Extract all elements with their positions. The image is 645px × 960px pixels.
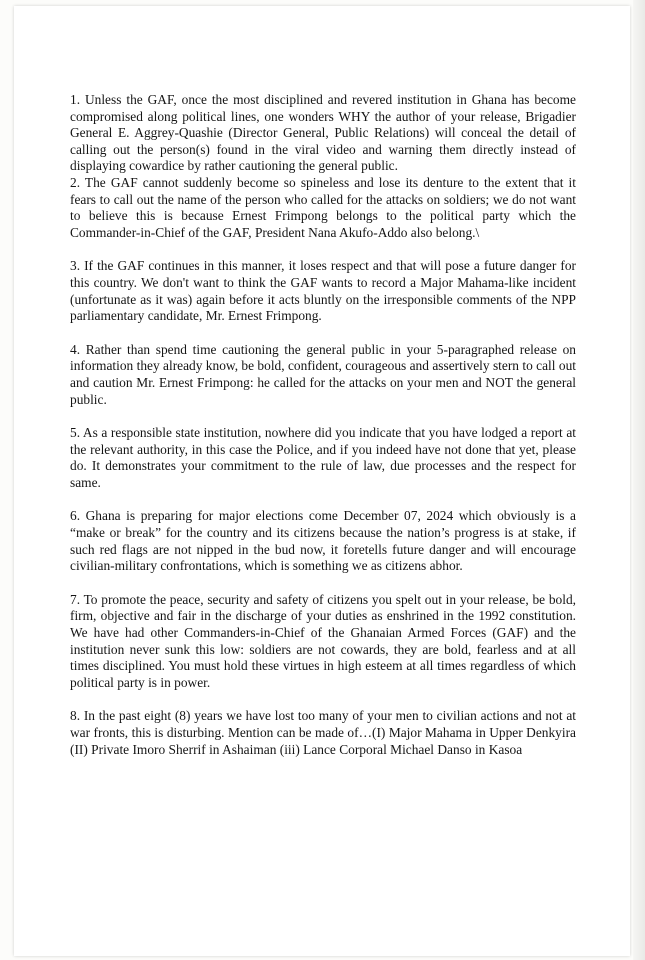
paragraph-1: 1. Unless the GAF, once the most disciplined and revered institution in Ghana has become compromised along political lines, one wonders WHY the author of your release, Brigadier General E. Aggrey-Quashie (Director General, Public Relations) will conceal the detail of calling out the person(s) found in the viral video and warning them directly instead of displaying cowardice by rather cautioning the general public.	[70, 92, 576, 174]
paragraph-8: 8. In the past eight (8) years we have lost too many of your men to civilian actions and not at war fronts, this is disturbing. Mention can be made of…(I) Major Mahama in Upper Denkyira (II) Private Imoro Sherrif in Ashaiman (iii) Lance Corporal Michael Danso in Kasoa	[70, 708, 576, 757]
paragraph-6: 6. Ghana is preparing for major elections come December 07, 2024 which obviously is a “make or break” for the country and its citizens because the nation’s progress is at stake, if such red flags are not nipped in the bud now, it foretells future danger and will encourage civilian-military confrontations, which is something we as citizens abhor.	[70, 508, 576, 574]
paragraph-7: 7. To promote the peace, security and safety of citizens you spelt out in your release, be bold, firm, objective and fair in the discharge of your duties as enshrined in the 1992 constitution. We have had other Commanders-in-Chief of the Ghanaian Armed Forces (GAF) and the institution never sunk this low: soldiers are not cowards, they are bold, fearless and at all times disciplined. You must hold these virtues in high esteem at all times regardless of which political party is in power.	[70, 591, 576, 690]
page-edge-shadow	[633, 0, 645, 960]
paragraph-5: 5. As a responsible state institution, nowhere did you indicate that you have lodged a report at the relevant authority, in this case the Police, and if you indeed have not done that yet, please do. It demonstrates your commitment to the rule of law, due processes and the respect for same.	[70, 425, 576, 490]
paragraph-4: 4. Rather than spend time cautioning the general public in your 5-paragraphed release on information they already know, be bold, confident, courageous and assertively stern to call out and caution Mr. Ernest Frimpong: he called for the attacks on your men and NOT the general public.	[70, 341, 576, 407]
paragraph-2: 2. The GAF cannot suddenly become so spineless and lose its denture to the extent that it fears to call out the name of the person who called for the attacks on soldiers; we do not want to believe this is because Ernest Frimpong belongs to the political party which the Commander-in-Chief of the GAF, President Nana Akufo-Addo also belong.\	[70, 174, 576, 240]
document-body	[70, 92, 576, 775]
paragraph-3: 3. If the GAF continues in this manner, it loses respect and that will pose a future danger for this country. We don't want to think the GAF wants to record a Major Mahama-like incident (unfortunate as it was) again before it acts bluntly on the irresponsible comments of the NPP parliamentary candidate, Mr. Ernest Frimpong.	[70, 258, 576, 324]
